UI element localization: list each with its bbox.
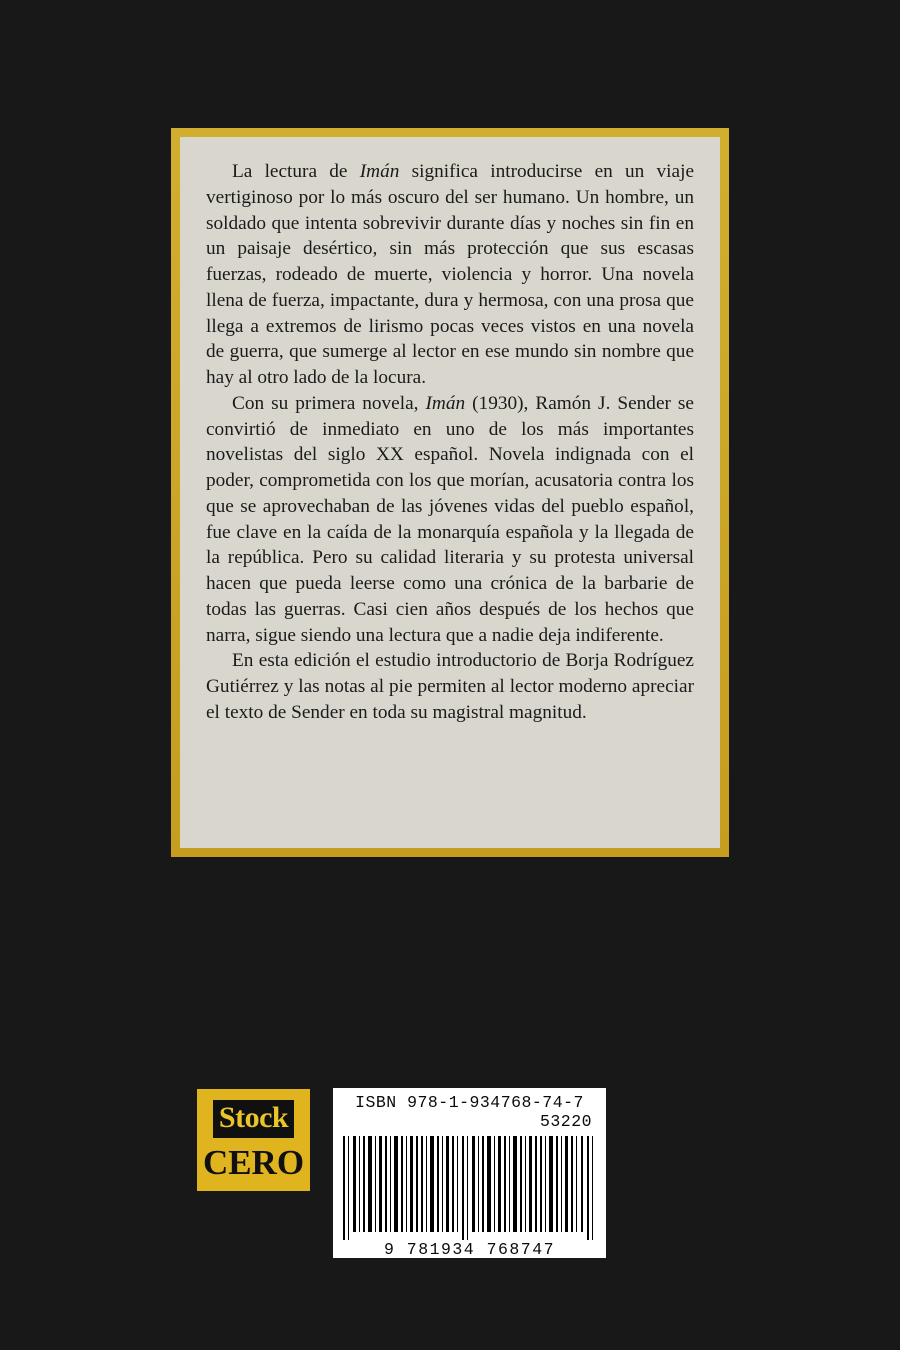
ean-digits-text: 9 781934 768747 [383,1239,556,1259]
blurb-run-text: significa introducirse en un viaje vertiginoso por lo más oscuro del ser humano. Un hombre, un soldado que intenta sobrevivir durante días y noches sin fin en un paisaje desértico, sin más protección que sus escasas fuerzas, rodeado de muerte, violencia y horror. Una novela llena de fuerza, impactante, dura y hermosa, con una prosa que llega a extremos de lirismo pocas veces vistos en una novela de guerra, que sumerge al lector en ese mundo sin nombre que hay al otro lado de la locura. [206,161,694,388]
publisher-logo-line2: CERO [202,1143,305,1182]
blurb-run-text: (1930), Ramón J. Sender se convirtió de inmediato en uno de los más importantes novelistas del siglo XX español. Novela indignada con el poder, comprometida con los que morían, acusatoria contra los que se aprovechaban de las jóvenes vidas del pueblo español, fue clave en la caída de la monarquía española y la llegada de la república. Pero su calidad literaria y su protesta universal hacen que pueda leerse como una crónica de la barbarie de todas las guerras. Casi cien años después de los hechos que narra, sigue siendo una lectura que a nadie deja indiferente. [206,392,694,646]
blurb-paragraph-2 [206,391,694,649]
blurb-run-text: Con su primera novela, [232,392,426,414]
blurb-run-text: La lectura de [232,161,360,182]
barcode-block [333,1088,606,1258]
publisher-logo [197,1089,310,1191]
blurb-run-text: En esta edición el estudio introductorio de Borja Rodríguez Gutiérrez y las notas al pie permiten al lector moderno apreciar el texto de Sender en toda su magistral magnitud. [206,650,694,723]
book-title-italic: Imán [359,161,400,182]
publisher-logo-line1: Stock [213,1100,294,1138]
barcode-bars [341,1136,598,1240]
book-title-italic: Imán [425,392,466,414]
blurb-paper [180,137,720,848]
blurb-paragraph-3 [206,648,694,725]
price-code-text: 53220 [539,1111,592,1131]
isbn-text: ISBN 978-1-934768-74-7 [355,1093,584,1112]
blurb-panel [171,128,729,857]
blurb-paragraph-1 [206,159,694,391]
